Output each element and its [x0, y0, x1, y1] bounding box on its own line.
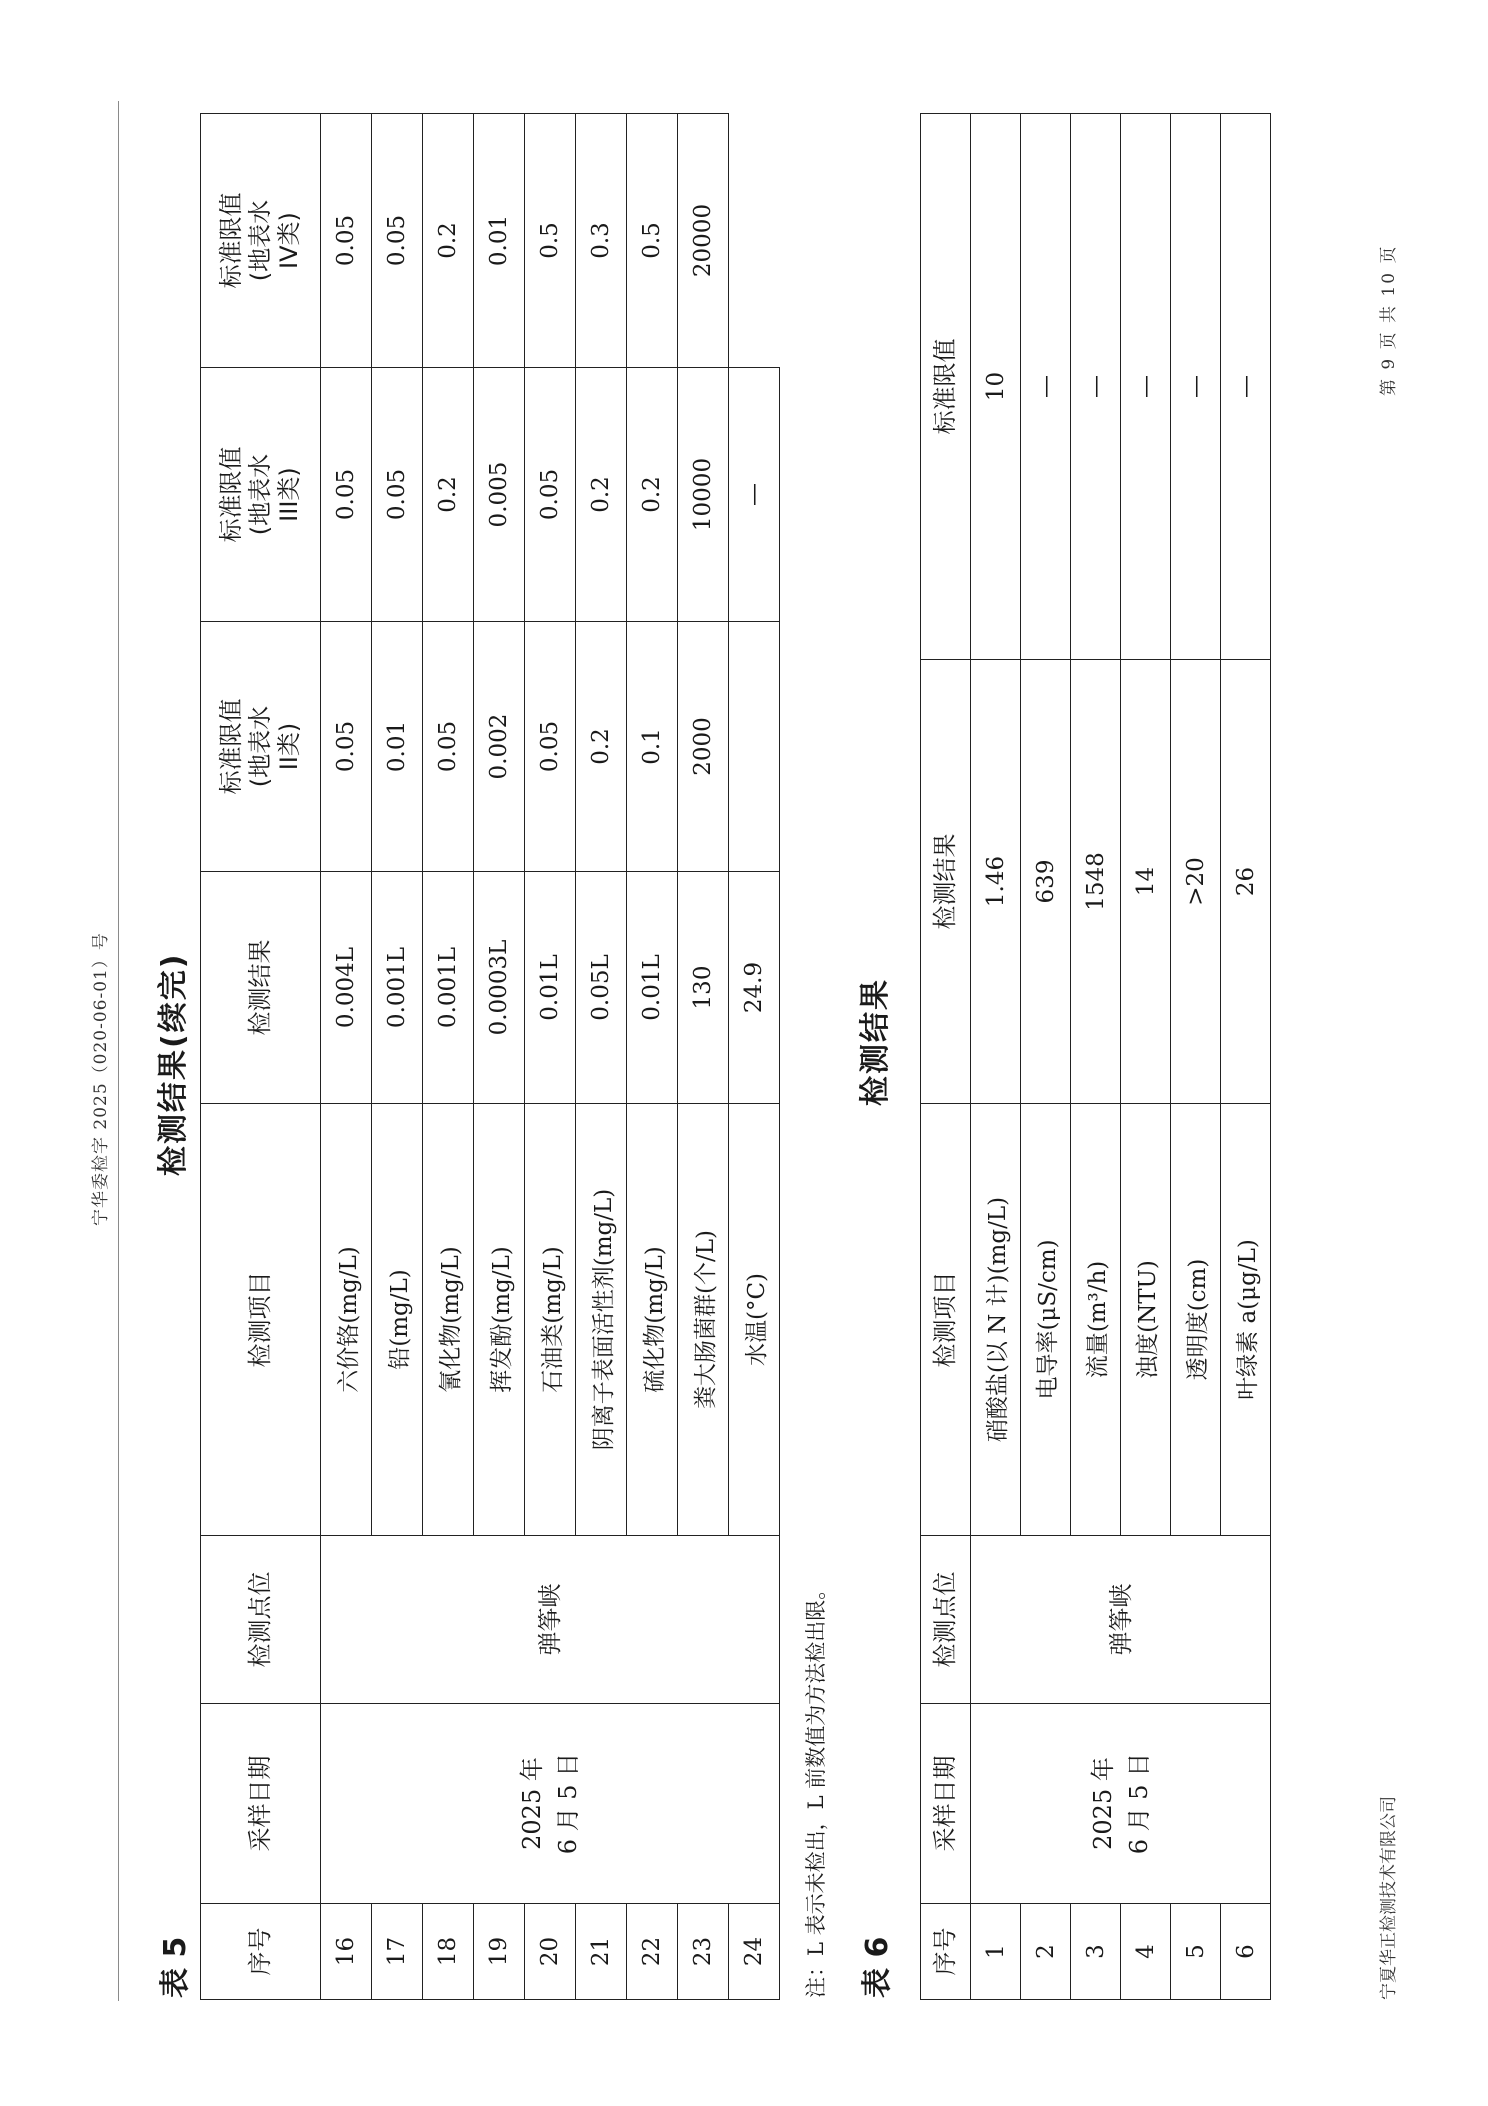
limit-iv: 0.3 — [576, 114, 627, 368]
limit-ii: 0.05 — [321, 622, 372, 872]
limit-iii: 0.05 — [525, 368, 576, 622]
sample-site: 弹筝峡 — [971, 1536, 1271, 1704]
table6 — [920, 113, 1271, 2000]
row-no: 20 — [525, 1904, 576, 2000]
limit-ii: 0.01 — [372, 622, 423, 872]
row-no: 4 — [1121, 1904, 1171, 2000]
col-header: 标准限值 (地表水 III类) — [201, 368, 321, 622]
col-header: 检测点位 — [201, 1536, 321, 1704]
row-no: 2 — [1021, 1904, 1071, 2000]
limit-iii: 0.05 — [321, 368, 372, 622]
limit: — — [1121, 114, 1171, 660]
row-no: 24 — [729, 1904, 780, 2000]
test-item: 铅(mg/L) — [372, 1104, 423, 1536]
test-result: 0.001L — [423, 872, 474, 1104]
test-result: 1.46 — [971, 660, 1021, 1104]
limit-iii: 0.005 — [474, 368, 525, 622]
col-header: 标准限值 (地表水 IV类) — [201, 114, 321, 368]
table6-header-row — [921, 114, 971, 2000]
col-header: 标准限值 — [921, 114, 971, 660]
limit-ii: 0.2 — [576, 622, 627, 872]
limit-iv — [729, 114, 780, 368]
test-result: 0.004L — [321, 872, 372, 1104]
test-item: 硫化物(mg/L) — [627, 1104, 678, 1536]
row-no: 17 — [372, 1904, 423, 2000]
limit-ii: 0.002 — [474, 622, 525, 872]
col-header: 序号 — [201, 1904, 321, 2000]
row-no: 18 — [423, 1904, 474, 2000]
test-result: 0.001L — [372, 872, 423, 1104]
col-header: 标准限值 (地表水 II类) — [201, 622, 321, 872]
test-item: 透明度(cm) — [1171, 1104, 1221, 1536]
limit-iv: 0.5 — [525, 114, 576, 368]
row-no: 23 — [678, 1904, 729, 2000]
col-header: 检测点位 — [921, 1536, 971, 1704]
test-item: 石油类(mg/L) — [525, 1104, 576, 1536]
limit-iv: 0.05 — [372, 114, 423, 368]
table-row — [971, 114, 1021, 2000]
table5-header-row — [201, 114, 321, 2000]
footer-page-number: 第 9 页 共 10 页 — [1379, 244, 1399, 396]
table5-label: 表 5 — [158, 1936, 193, 1998]
row-no: 1 — [971, 1904, 1021, 2000]
test-item: 粪大肠菌群(个/L) — [678, 1104, 729, 1536]
row-no: 3 — [1071, 1904, 1121, 2000]
limit-iii: — — [729, 368, 780, 622]
test-item: 叶绿素 a(μg/L) — [1221, 1104, 1271, 1536]
test-result: 0.0003L — [474, 872, 525, 1104]
limit: 10 — [971, 114, 1021, 660]
limit-iv: 0.5 — [627, 114, 678, 368]
test-item: 阴离子表面活性剂(mg/L) — [576, 1104, 627, 1536]
sample-site: 弹筝峡 — [321, 1536, 780, 1704]
sample-date: 2025 年 6 月 5 日 — [971, 1704, 1271, 1904]
test-item: 浊度(NTU) — [1121, 1104, 1171, 1536]
table5-note: 注：L 表示未检出，L 前数值为方法检出限。 — [804, 1578, 828, 1998]
test-result: 26 — [1221, 660, 1271, 1104]
limit: — — [1221, 114, 1271, 660]
test-item: 电导率(μS/cm) — [1021, 1104, 1071, 1536]
test-item: 六价铬(mg/L) — [321, 1104, 372, 1536]
limit-iv: 0.05 — [321, 114, 372, 368]
test-result: >20 — [1171, 660, 1221, 1104]
header-rule — [118, 101, 119, 2001]
row-no: 6 — [1221, 1904, 1271, 2000]
test-result: 130 — [678, 872, 729, 1104]
test-item: 流量(m³/h) — [1071, 1104, 1121, 1536]
limit-ii: 0.05 — [525, 622, 576, 872]
test-result: 0.01L — [525, 872, 576, 1104]
limit-iii: 10000 — [678, 368, 729, 622]
limit-ii: 2000 — [678, 622, 729, 872]
report-code: 宁华委检字 2025（020-06-01）号 — [91, 932, 111, 1226]
row-no: 21 — [576, 1904, 627, 2000]
test-result: 24.9 — [729, 872, 780, 1104]
table-row — [321, 114, 372, 2000]
test-result: 0.05L — [576, 872, 627, 1104]
table5-title: 检测结果(续完) — [156, 952, 191, 1176]
col-header: 检测结果 — [201, 872, 321, 1104]
col-header: 采样日期 — [201, 1704, 321, 1904]
table5 — [200, 113, 780, 2000]
limit-ii — [729, 622, 780, 872]
row-no: 5 — [1171, 1904, 1221, 2000]
table6-label: 表 6 — [860, 1936, 895, 1998]
limit: — — [1071, 114, 1121, 660]
limit-iii: 0.2 — [627, 368, 678, 622]
table6-title: 检测结果 — [858, 978, 893, 1106]
limit-ii: 0.1 — [627, 622, 678, 872]
test-item: 挥发酚(mg/L) — [474, 1104, 525, 1536]
col-header: 序号 — [921, 1904, 971, 2000]
test-result: 1548 — [1071, 660, 1121, 1104]
limit-iii: 0.05 — [372, 368, 423, 622]
test-result: 639 — [1021, 660, 1071, 1104]
col-header: 检测项目 — [201, 1104, 321, 1536]
limit-ii: 0.05 — [423, 622, 474, 872]
limit-iii: 0.2 — [423, 368, 474, 622]
test-item: 氰化物(mg/L) — [423, 1104, 474, 1536]
col-header: 检测项目 — [921, 1104, 971, 1536]
col-header: 检测结果 — [921, 660, 971, 1104]
limit-iv: 20000 — [678, 114, 729, 368]
test-result: 14 — [1121, 660, 1171, 1104]
test-result: 0.01L — [627, 872, 678, 1104]
limit-iv: 0.2 — [423, 114, 474, 368]
limit: — — [1171, 114, 1221, 660]
footer-company: 宁夏华正检测技术有限公司 — [1379, 1796, 1399, 2000]
row-no: 19 — [474, 1904, 525, 2000]
row-no: 16 — [321, 1904, 372, 2000]
col-header: 采样日期 — [921, 1704, 971, 1904]
test-item: 水温(°C) — [729, 1104, 780, 1536]
limit-iv: 0.01 — [474, 114, 525, 368]
sample-date: 2025 年 6 月 5 日 — [321, 1704, 780, 1904]
limit-iii: 0.2 — [576, 368, 627, 622]
row-no: 22 — [627, 1904, 678, 2000]
limit: — — [1021, 114, 1071, 660]
test-item: 硝酸盐(以 N 计)(mg/L) — [971, 1104, 1021, 1536]
